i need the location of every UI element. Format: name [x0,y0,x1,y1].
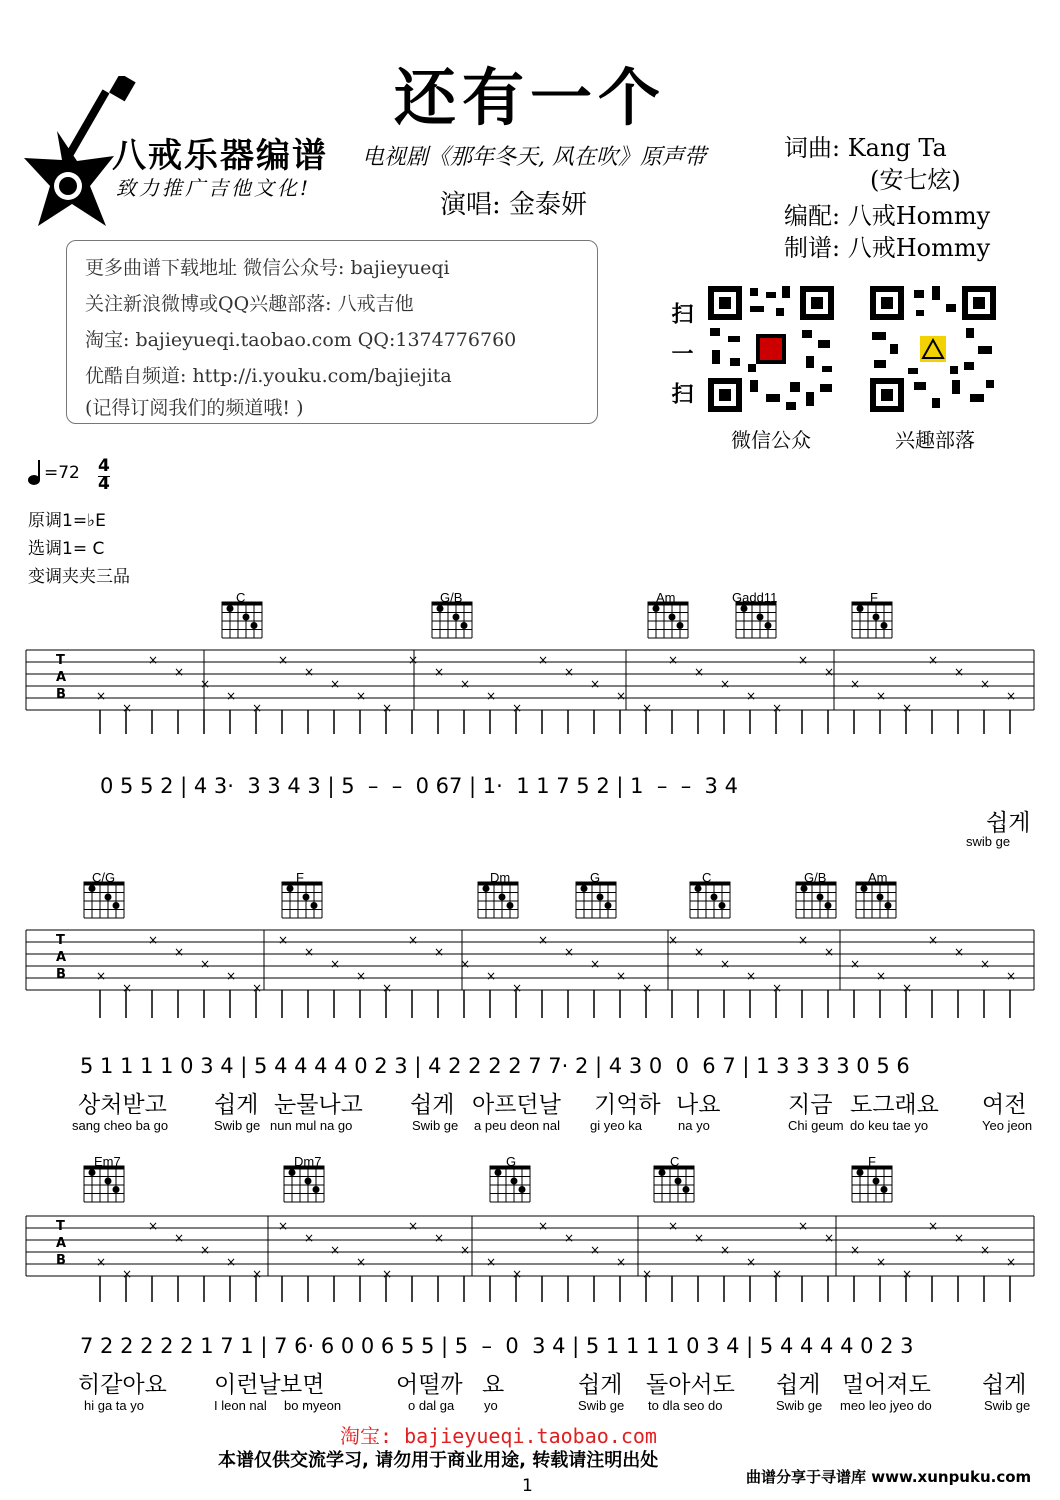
svg-text:×: × [1006,1255,1017,1270]
lyric-word: 쉽게 [214,1092,259,1118]
svg-text:×: × [980,957,991,972]
svg-text:×: × [512,981,523,996]
svg-text:×: × [460,957,471,972]
svg-text:×: × [772,981,783,996]
svg-text:×: × [148,653,159,668]
capo-note: 变调夹夹三品 [28,567,130,587]
svg-text:×: × [850,677,861,692]
svg-text:×: × [928,1219,939,1234]
svg-text:×: × [356,689,367,704]
romanization: do keu tae yo [850,1118,929,1133]
chord-name: C [236,590,246,605]
romanization: I leon nal [214,1398,267,1413]
svg-text:×: × [694,1231,705,1246]
svg-text:×: × [278,653,289,668]
svg-text:×: × [96,1255,107,1270]
svg-text:×: × [902,1267,913,1282]
svg-text:×: × [174,1231,185,1246]
info-line: (记得订阅我们的频道哦! ) [85,397,304,419]
lyric-word: 요 [482,1372,505,1398]
singer-line: 演唱: 金泰妍 [440,190,588,220]
svg-text:×: × [772,1267,783,1282]
lyric-word: 눈물나고 [274,1092,363,1118]
romanization: bo myeon [284,1398,342,1413]
svg-text:×: × [850,1243,861,1258]
info-line: 淘宝: bajieyueqi.taobao.com QQ:1374776760 [85,329,517,351]
svg-text:×: × [174,665,185,680]
transcriber: 制谱: 八戒Hommy [784,234,991,262]
lyric-word: 기억하 [594,1092,661,1118]
lyric-word: 아프던날 [472,1092,561,1118]
svg-text:×: × [252,701,263,716]
chord-name: Am [656,590,676,605]
chord-name: C/G [92,870,116,885]
svg-text:×: × [590,957,601,972]
svg-text:×: × [798,653,809,668]
chord-name: G [506,1154,517,1169]
svg-text:×: × [954,1231,965,1246]
romanization: Swib ge [412,1118,459,1133]
svg-text:×: × [226,689,237,704]
svg-text:×: × [720,1243,731,1258]
jianpu-line: 7 2 2 2 2 2 1 7 1 | 7 6· 6 0 0 6 5 5 | 5 – 0 3 4 | 5 1 1 1 1 0 3 4 | 5 4 4 4 4 0 2 3 [80,1334,914,1358]
chord-name: C [702,870,712,885]
svg-text:×: × [252,981,263,996]
svg-text:×: × [668,1219,679,1234]
romanization: swib ge [966,834,1011,849]
svg-text:×: × [564,945,575,960]
svg-text:×: × [694,945,705,960]
svg-text:×: × [902,981,913,996]
original-key: 原调1=♭E [28,511,106,531]
romanization: Swib ge [578,1398,625,1413]
lyric-word: 쉽게 [986,810,1031,836]
lyric-word: 멀어져도 [842,1372,931,1398]
tribe-qr-label: 兴趣部落 [895,428,975,452]
svg-text:×: × [330,677,341,692]
romanization: gi yeo ka [590,1118,643,1133]
svg-text:×: × [382,701,393,716]
romanization: o dal ga [408,1398,455,1413]
svg-text:×: × [746,1255,757,1270]
svg-text:×: × [200,677,211,692]
romanization: nun mul na go [270,1118,353,1133]
svg-text:×: × [486,969,497,984]
lyric-word: 보면 [280,1372,325,1398]
svg-text:×: × [876,689,887,704]
svg-text:×: × [668,933,679,948]
romanization: a peu deon nal [474,1118,561,1133]
svg-text:×: × [746,969,757,984]
romanization: na yo [678,1118,710,1133]
svg-text:×: × [954,945,965,960]
svg-text:×: × [616,689,627,704]
svg-text:×: × [876,969,887,984]
info-line: 更多曲谱下载地址 微信公众号: bajieyueqi [85,257,450,279]
svg-text:×: × [538,653,549,668]
svg-text:×: × [642,1267,653,1282]
svg-text:×: × [434,665,445,680]
svg-text:×: × [564,665,575,680]
svg-text:×: × [122,701,133,716]
lyric-word: 히같아요 [78,1372,167,1398]
svg-text:×: × [746,689,757,704]
scan-label: 扫一扫 [668,302,694,422]
romanization: to dla seo do [648,1398,723,1413]
chord-name: Am [868,870,888,885]
svg-text:×: × [616,969,627,984]
svg-text:×: × [122,1267,133,1282]
svg-text:×: × [928,653,939,668]
svg-text:×: × [564,1231,575,1246]
svg-text:×: × [720,957,731,972]
romanization: Swib ge [776,1398,823,1413]
svg-text:×: × [304,945,315,960]
svg-text:×: × [512,1267,523,1282]
svg-text:×: × [538,933,549,948]
svg-text:×: × [252,1267,263,1282]
lyrics-row [70,1366,1050,1416]
svg-text:×: × [408,933,419,948]
svg-text:×: × [512,701,523,716]
svg-text:×: × [226,1255,237,1270]
chosen-key: 选调1= C [28,539,105,559]
romanization: Chi geum [788,1118,844,1133]
lyric-word: 돌아서도 [646,1372,735,1398]
chord-name: Gadd11 [732,590,778,605]
svg-text:×: × [382,1267,393,1282]
soundtrack-line: 电视剧《那年冬天, 风在吹》原声带 [362,145,706,170]
romanization: Swib ge [214,1118,261,1133]
lyric-word: 이런날 [214,1372,281,1398]
tab-clef: T A B [56,933,67,982]
svg-text:×: × [616,1255,627,1270]
chord-name: G [590,870,601,885]
tab-clef: T A B [56,1219,67,1268]
jianpu-line: 0 5 5 2 | 4 3· 3 3 4 3 | 5 – – 0 67 | 1· 1 1 7 5 2 | 1 – – 3 4 [100,774,738,798]
svg-text:×: × [460,1243,471,1258]
svg-text:×: × [148,933,159,948]
svg-text:×: × [356,969,367,984]
svg-text:×: × [876,1255,887,1270]
svg-text:×: × [278,1219,289,1234]
taobao-link[interactable]: 淘宝: bajieyueqi.taobao.com [340,1424,657,1448]
chord-name: F [296,870,304,885]
brand-slogan: 致力推广吉他文化! [116,176,312,200]
jianpu-line: 5 1 1 1 1 0 3 4 | 5 4 4 4 4 0 2 3 | 4 2 2 2 2 7 7· 2 | 4 3 0 0 6 7 | 1 3 3 3 3 0 5 6 [80,1054,910,1078]
lyric-word: 나요 [676,1092,721,1118]
romanization: Yeo jeon [982,1118,1033,1133]
lyricist-composer: 词曲: Kang Ta [784,134,947,162]
svg-text:×: × [434,1231,445,1246]
svg-text:×: × [486,689,497,704]
svg-text:×: × [824,665,835,680]
lyric-word: 상처받고 [78,1092,167,1118]
svg-text:×: × [408,1219,419,1234]
svg-text:×: × [330,957,341,972]
romanization: yo [484,1398,498,1413]
lyric-word: 쉽게 [410,1092,455,1118]
svg-text:×: × [824,1231,835,1246]
svg-text:×: × [96,969,107,984]
svg-text:×: × [148,1219,159,1234]
svg-text:×: × [850,957,861,972]
tab-clef: T A B [56,653,67,702]
svg-text:×: × [356,1255,367,1270]
svg-text:×: × [980,677,991,692]
info-line: 关注新浪微博或QQ兴趣部落: 八戒吉他 [85,293,414,315]
svg-text:×: × [226,969,237,984]
svg-text:×: × [928,933,939,948]
svg-text:×: × [278,933,289,948]
chord-name: G/B [804,870,827,885]
svg-text:×: × [434,945,445,960]
svg-text:×: × [1006,969,1017,984]
chord-name: Em7 [94,1154,121,1169]
svg-text:×: × [720,677,731,692]
disclaimer: 本谱仅供交流学习, 请勿用于商业用途, 转载请注明出处 [218,1450,659,1471]
svg-text:×: × [798,933,809,948]
page-number: 1 [522,1476,533,1496]
lyricist-note: (安七炫) [870,166,961,194]
info-line: 优酷自频道: http://i.youku.com/bajiejita [85,365,452,387]
svg-text:×: × [304,665,315,680]
svg-text:×: × [590,1243,601,1258]
chord-name: C [670,1154,680,1169]
svg-text:×: × [200,957,211,972]
romanization: meo leo jyeo do [840,1398,932,1413]
romanization: sang cheo ba go [72,1118,169,1133]
brand-name: 八戒乐器编谱 [112,136,328,176]
chord-name: Dm7 [294,1154,322,1169]
svg-text:×: × [486,1255,497,1270]
source-credit: 曲谱分享于寻谱库 www.xunpuku.com [746,1468,1032,1486]
svg-text:×: × [174,945,185,960]
lyric-word: 어떨까 [396,1372,463,1398]
svg-text:×: × [694,665,705,680]
song-title: 还有一个 [393,61,666,134]
svg-text:×: × [980,1243,991,1258]
lyric-word: 쉽게 [578,1372,623,1398]
lyric-word: 여전 [982,1092,1027,1118]
lyric-word: 도그래요 [850,1092,939,1118]
svg-text:×: × [824,945,835,960]
svg-text:×: × [642,981,653,996]
svg-text:×: × [668,653,679,668]
svg-text:×: × [408,653,419,668]
svg-text:×: × [382,981,393,996]
svg-text:×: × [304,1231,315,1246]
chord-name: Dm [490,870,511,885]
svg-text:×: × [200,1243,211,1258]
svg-text:×: × [798,1219,809,1234]
svg-text:×: × [96,689,107,704]
chord-name: F [868,1154,876,1169]
chord-name: G/B [440,590,463,605]
arranger: 编配: 八戒Hommy [784,202,991,230]
romanization: Swib ge [984,1398,1031,1413]
lyric-word: 쉽게 [776,1372,821,1398]
svg-text:×: × [1006,689,1017,704]
lyric-word: 쉽게 [982,1372,1027,1398]
svg-text:×: × [122,981,133,996]
svg-text:×: × [954,665,965,680]
time-sig-bottom: 4 [98,474,110,494]
tempo: =72 [44,463,80,483]
wechat-qr-label: 微信公众 [731,428,811,452]
svg-text:×: × [460,677,471,692]
svg-text:×: × [772,701,783,716]
svg-text:×: × [902,701,913,716]
lyrics-row [70,1086,1050,1136]
svg-text:×: × [642,701,653,716]
svg-text:×: × [590,677,601,692]
time-sig-top: 4 [98,456,110,476]
romanization: hi ga ta yo [84,1398,144,1413]
svg-text:×: × [538,1219,549,1234]
svg-text:×: × [330,1243,341,1258]
chord-name: F [870,590,878,605]
lyric-word: 지금 [788,1092,833,1118]
